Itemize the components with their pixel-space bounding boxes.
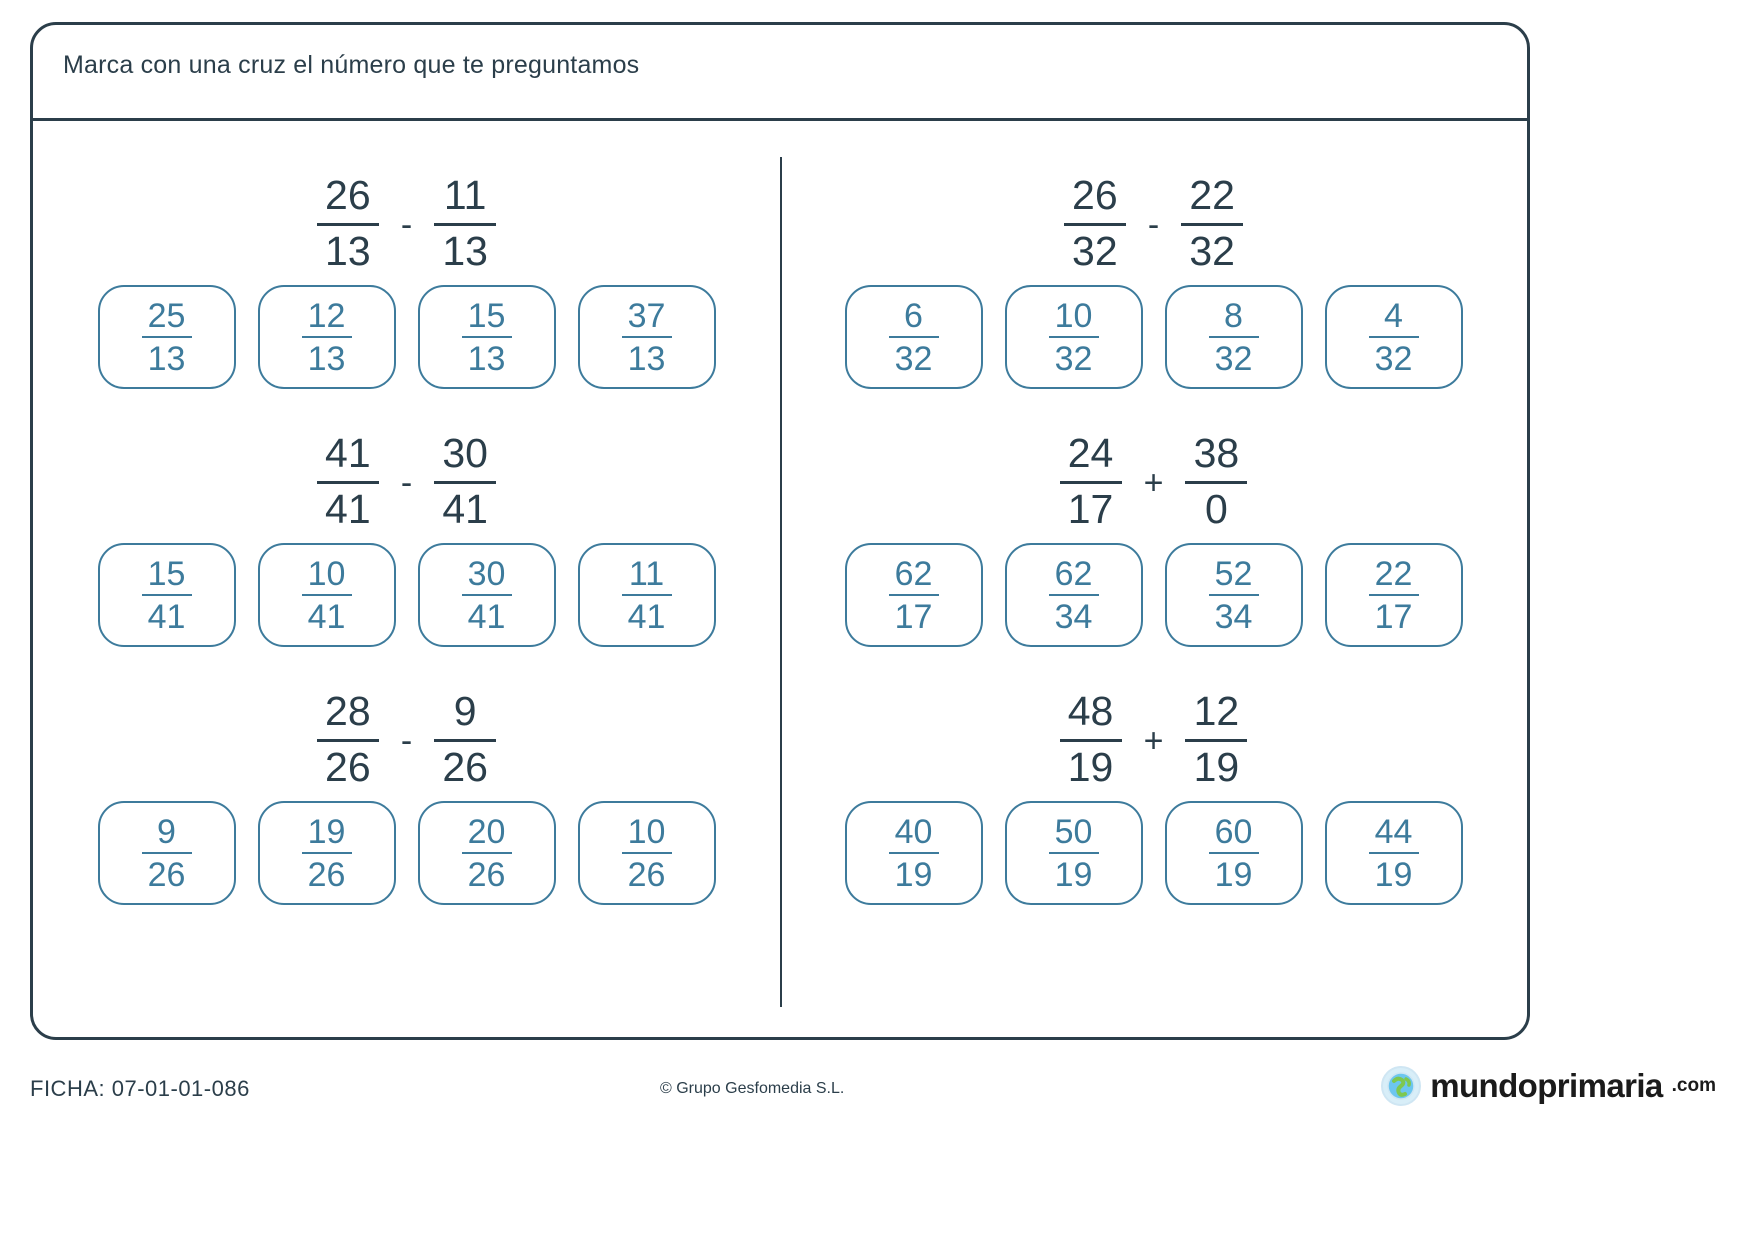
worksheet-frame	[30, 22, 1530, 1040]
option-fraction	[1049, 296, 1099, 378]
fraction-bar	[889, 336, 939, 338]
numerator: 25	[147, 296, 186, 335]
denominator: 41	[467, 597, 506, 636]
option-fraction	[142, 812, 192, 894]
denominator: 0	[1205, 485, 1228, 532]
fraction-bar	[1181, 223, 1243, 226]
numerator: 37	[627, 296, 666, 335]
numerator: 50	[1054, 812, 1093, 851]
answer-option[interactable]	[418, 543, 556, 647]
numerator: 19	[307, 812, 346, 851]
denominator: 19	[1214, 855, 1253, 894]
option-fraction	[302, 812, 352, 894]
denominator: 13	[467, 339, 506, 378]
copyright-notice: © Grupo Gesfomedia S.L.	[660, 1080, 845, 1097]
fraction-bar	[1209, 852, 1259, 854]
fraction-bar	[462, 852, 512, 854]
denominator: 34	[1054, 597, 1093, 636]
answer-option[interactable]	[1165, 285, 1303, 389]
ficha-code: FICHA: 07-01-01-086	[30, 1076, 250, 1101]
fraction-bar	[462, 336, 512, 338]
option-fraction	[889, 296, 939, 378]
option-fraction	[1209, 296, 1259, 378]
denominator: 13	[325, 227, 371, 274]
numerator: 12	[1193, 687, 1240, 734]
fraction-operand-left	[317, 171, 379, 274]
numerator: 44	[1374, 812, 1413, 851]
fraction-bar	[1369, 852, 1419, 854]
answer-options	[780, 285, 1527, 389]
fraction-bar	[889, 594, 939, 596]
numerator: 60	[1214, 812, 1253, 851]
answer-option[interactable]	[1005, 285, 1143, 389]
denominator: 26	[147, 855, 186, 894]
fraction-bar	[1049, 594, 1099, 596]
fraction-operand-right	[434, 171, 496, 274]
fraction-bar	[434, 481, 496, 484]
answer-options	[33, 285, 780, 389]
expression	[33, 167, 780, 279]
numerator: 9	[157, 812, 176, 851]
answer-option[interactable]	[845, 285, 983, 389]
numerator: 22	[1189, 171, 1235, 218]
answer-option[interactable]	[258, 285, 396, 389]
option-fraction	[302, 554, 352, 636]
exercises-area	[33, 121, 1527, 1043]
denominator: 17	[1374, 597, 1413, 636]
numerator: 20	[467, 812, 506, 851]
answer-option[interactable]	[418, 285, 556, 389]
numerator: 30	[442, 429, 488, 476]
answer-option[interactable]	[1325, 285, 1463, 389]
fraction-bar	[317, 739, 379, 742]
exercise-block	[33, 425, 780, 647]
option-fraction	[142, 296, 192, 378]
fraction-operand-left	[1060, 687, 1122, 790]
fraction-operand-left	[317, 429, 379, 532]
answer-options	[33, 801, 780, 905]
fraction-bar	[622, 852, 672, 854]
logo-tld: .com	[1671, 1075, 1716, 1096]
answer-option[interactable]	[578, 801, 716, 905]
fraction-bar	[1369, 594, 1419, 596]
fraction-operand-right	[434, 429, 496, 532]
numerator: 15	[467, 296, 506, 335]
exercise-block	[780, 167, 1527, 389]
fraction-bar	[622, 594, 672, 596]
instruction-text: Marca con una cruz el número que te preguntamos	[63, 51, 640, 79]
option-fraction	[1369, 812, 1419, 894]
fraction-bar	[1060, 739, 1122, 742]
expression	[33, 425, 780, 537]
numerator: 10	[307, 554, 346, 593]
numerator: 15	[147, 554, 186, 593]
option-fraction	[462, 296, 512, 378]
option-fraction	[462, 554, 512, 636]
fraction-bar	[1064, 223, 1126, 226]
answer-option[interactable]	[845, 543, 983, 647]
numerator: 6	[904, 296, 923, 335]
exercise-block	[780, 683, 1527, 905]
option-fraction	[302, 296, 352, 378]
numerator: 38	[1193, 429, 1240, 476]
fraction-bar	[302, 336, 352, 338]
globe-icon	[1381, 1066, 1421, 1106]
operator-symbol: -	[400, 722, 413, 760]
denominator: 13	[307, 339, 346, 378]
answer-option[interactable]	[578, 285, 716, 389]
numerator: 41	[325, 429, 371, 476]
denominator: 13	[442, 227, 488, 274]
fraction-operand-right	[1185, 687, 1247, 790]
option-fraction	[1369, 296, 1419, 378]
numerator: 24	[1067, 429, 1114, 476]
fraction-bar	[1049, 852, 1099, 854]
answer-option[interactable]	[258, 543, 396, 647]
answer-option[interactable]	[1005, 801, 1143, 905]
exercise-block	[33, 167, 780, 389]
denominator: 19	[1193, 743, 1240, 790]
answer-option[interactable]	[1325, 801, 1463, 905]
numerator: 30	[467, 554, 506, 593]
mundoprimaria-logo[interactable]	[1381, 1066, 1716, 1106]
fraction-bar	[1185, 739, 1247, 742]
fraction-bar	[317, 481, 379, 484]
fraction-bar	[622, 336, 672, 338]
fraction-operand-right	[1185, 429, 1247, 532]
expression	[33, 683, 780, 795]
option-fraction	[889, 554, 939, 636]
answer-option[interactable]	[258, 801, 396, 905]
answer-option[interactable]	[98, 285, 236, 389]
fraction-bar	[1369, 336, 1419, 338]
option-fraction	[1209, 812, 1259, 894]
exercise-column-left	[33, 121, 780, 1043]
denominator: 41	[307, 597, 346, 636]
denominator: 32	[1054, 339, 1093, 378]
denominator: 13	[627, 339, 666, 378]
option-fraction	[1369, 554, 1419, 636]
answer-options	[780, 543, 1527, 647]
numerator: 4	[1384, 296, 1403, 335]
operator-symbol: +	[1143, 722, 1164, 760]
numerator: 26	[325, 171, 371, 218]
fraction-bar	[462, 594, 512, 596]
logo-wordmark: mundoprimaria	[1430, 1067, 1663, 1104]
denominator: 19	[1067, 743, 1114, 790]
fraction-bar	[142, 336, 192, 338]
numerator: 28	[325, 687, 371, 734]
fraction-bar	[1049, 336, 1099, 338]
expression	[780, 683, 1527, 795]
answer-option[interactable]	[845, 801, 983, 905]
denominator: 32	[894, 339, 933, 378]
expression	[780, 167, 1527, 279]
option-fraction	[1209, 554, 1259, 636]
denominator: 19	[894, 855, 933, 894]
answer-option[interactable]	[98, 543, 236, 647]
answer-option[interactable]	[1005, 543, 1143, 647]
denominator: 19	[1374, 855, 1413, 894]
fraction-bar	[1060, 481, 1122, 484]
fraction-bar	[317, 223, 379, 226]
fraction-bar	[1209, 594, 1259, 596]
denominator: 41	[325, 485, 371, 532]
numerator: 22	[1374, 554, 1413, 593]
exercise-block	[33, 683, 780, 905]
answer-options	[780, 801, 1527, 905]
operator-symbol: -	[1147, 206, 1160, 244]
operator-symbol: +	[1143, 464, 1164, 502]
fraction-operand-right	[434, 687, 496, 790]
denominator: 41	[442, 485, 488, 532]
fraction-operand-left	[317, 687, 379, 790]
fraction-operand-right	[1181, 171, 1243, 274]
numerator: 62	[1054, 554, 1093, 593]
denominator: 13	[147, 339, 186, 378]
fraction-operand-left	[1064, 171, 1126, 274]
denominator: 26	[627, 855, 666, 894]
numerator: 10	[627, 812, 666, 851]
numerator: 11	[628, 554, 665, 593]
fraction-bar	[434, 739, 496, 742]
numerator: 11	[443, 171, 487, 218]
option-fraction	[142, 554, 192, 636]
page-footer	[0, 1058, 1754, 1148]
denominator: 17	[894, 597, 933, 636]
denominator: 26	[467, 855, 506, 894]
denominator: 32	[1072, 227, 1118, 274]
fraction-bar	[142, 594, 192, 596]
denominator: 32	[1189, 227, 1235, 274]
answer-option[interactable]	[98, 801, 236, 905]
option-fraction	[1049, 554, 1099, 636]
option-fraction	[622, 554, 672, 636]
option-fraction	[462, 812, 512, 894]
exercise-block	[780, 425, 1527, 647]
fraction-bar	[302, 852, 352, 854]
fraction-bar	[434, 223, 496, 226]
answer-option[interactable]	[1165, 801, 1303, 905]
fraction-bar	[302, 594, 352, 596]
answer-options	[33, 543, 780, 647]
option-fraction	[622, 296, 672, 378]
answer-option[interactable]	[578, 543, 716, 647]
denominator: 26	[307, 855, 346, 894]
instruction-band	[33, 25, 1527, 121]
numerator: 9	[453, 687, 477, 734]
denominator: 32	[1374, 339, 1413, 378]
numerator: 48	[1067, 687, 1114, 734]
numerator: 52	[1214, 554, 1253, 593]
denominator: 17	[1067, 485, 1114, 532]
denominator: 34	[1214, 597, 1253, 636]
numerator: 62	[894, 554, 933, 593]
fraction-bar	[1209, 336, 1259, 338]
operator-symbol: -	[400, 206, 413, 244]
denominator: 19	[1054, 855, 1093, 894]
fraction-bar	[889, 852, 939, 854]
numerator: 26	[1072, 171, 1118, 218]
expression	[780, 425, 1527, 537]
fraction-operand-left	[1060, 429, 1122, 532]
numerator: 8	[1224, 296, 1243, 335]
fraction-bar	[1185, 481, 1247, 484]
denominator: 26	[325, 743, 371, 790]
denominator: 32	[1214, 339, 1253, 378]
answer-option[interactable]	[1325, 543, 1463, 647]
option-fraction	[622, 812, 672, 894]
numerator: 40	[894, 812, 933, 851]
denominator: 41	[147, 597, 186, 636]
denominator: 26	[442, 743, 488, 790]
exercise-column-right	[780, 121, 1527, 1043]
numerator: 12	[307, 296, 346, 335]
fraction-bar	[142, 852, 192, 854]
option-fraction	[1049, 812, 1099, 894]
answer-option[interactable]	[1165, 543, 1303, 647]
answer-option[interactable]	[418, 801, 556, 905]
denominator: 41	[627, 597, 666, 636]
numerator: 10	[1054, 296, 1093, 335]
option-fraction	[889, 812, 939, 894]
operator-symbol: -	[400, 464, 413, 502]
